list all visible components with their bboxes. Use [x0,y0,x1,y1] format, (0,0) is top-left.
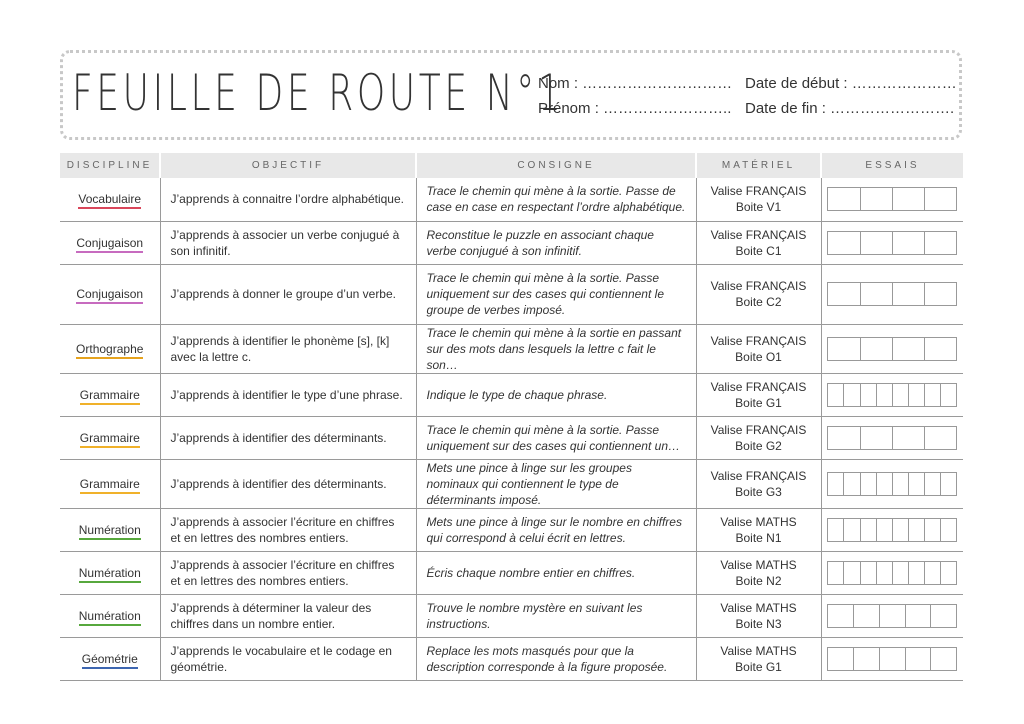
essai-checkbox[interactable] [861,562,877,584]
materiel-cell [696,221,821,264]
essais-boxes [827,187,957,211]
essai-checkbox[interactable] [893,188,925,210]
materiel-valise: Valise MATHS [720,514,797,529]
materiel-boite: Boite G3 [735,484,782,499]
essai-checkbox[interactable] [877,562,893,584]
objectif-cell: J’apprends à connaitre l’ordre alphabétique. [160,178,416,221]
objectif-cell: J’apprends à identifier le type d’une phrase. [160,373,416,416]
consigne-cell: Replace les mots masqués pour que la description corresponde à la figure proposée. [416,637,696,680]
materiel-boite: Boite N2 [735,573,782,588]
materiel-boite: Boite G1 [735,395,782,410]
col-header-materiel: MATÉRIEL [696,153,821,178]
discipline-label: Grammaire [80,388,140,405]
table-row [60,508,963,551]
essai-checkbox[interactable] [893,519,909,541]
discipline-label: Géométrie [82,652,138,669]
essais-boxes [827,337,957,361]
essai-checkbox[interactable] [828,562,844,584]
essai-checkbox[interactable] [828,283,860,305]
discipline-label: Orthographe [76,342,143,359]
essai-checkbox[interactable] [828,232,860,254]
materiel-valise: Valise FRANÇAIS [710,227,807,242]
essai-checkbox[interactable] [893,338,925,360]
essais-cell [821,508,963,551]
materiel-boite: Boite C1 [735,243,782,258]
materiel-cell [696,324,821,373]
essai-checkbox[interactable] [925,473,941,495]
objectif-cell: J’apprends à associer l’écriture en chiffres et en lettres des nombres entiers. [160,551,416,594]
essai-checkbox[interactable] [861,384,877,406]
materiel-valise: Valise MATHS [720,600,797,615]
essais-boxes [827,426,957,450]
essai-checkbox[interactable] [828,384,844,406]
objectif-cell: J’apprends à déterminer la valeur des chiffres dans un nombre entier. [160,594,416,637]
table-row [60,594,963,637]
date-fin-field[interactable]: Date de fin : ……………………. [745,100,955,117]
essai-checkbox[interactable] [941,562,956,584]
essai-checkbox[interactable] [828,648,854,670]
essai-checkbox[interactable] [828,188,860,210]
essai-checkbox[interactable] [941,384,956,406]
essai-checkbox[interactable] [861,427,893,449]
essais-boxes [827,561,957,585]
discipline-cell [60,324,160,373]
consigne-cell: Indique le type de chaque phrase. [416,373,696,416]
essai-checkbox[interactable] [931,605,956,627]
essais-boxes [827,518,957,542]
materiel-cell [696,508,821,551]
objectif-cell: J’apprends à associer un verbe conjugué à son infinitif. [160,221,416,264]
col-header-essais: ESSAIS [821,153,963,178]
nom-field[interactable]: Nom : ………………………… [538,75,733,92]
col-header-consigne: CONSIGNE [416,153,696,178]
table-row [60,373,963,416]
essai-checkbox[interactable] [861,473,877,495]
materiel-boite: Boite N3 [735,616,782,631]
essais-boxes [827,604,957,628]
consigne-cell: Trace le chemin qui mène à la sortie. Passe uniquement sur des cases qui contiennent un… [416,416,696,459]
essai-checkbox[interactable] [925,283,956,305]
objectif-cell: J’apprends à donner le groupe d’un verbe. [160,264,416,324]
discipline-label: Numération [79,609,141,626]
consigne-cell: Mets une pince à linge sur les groupes nominaux qui contiennent le type de déterminants imposé. [416,459,696,508]
discipline-label: Conjugaison [76,236,143,253]
essais-cell [821,459,963,508]
essais-cell [821,264,963,324]
essais-cell [821,324,963,373]
essai-checkbox[interactable] [925,232,956,254]
essai-checkbox[interactable] [931,648,956,670]
essais-cell [821,594,963,637]
essai-checkbox[interactable] [925,427,956,449]
materiel-boite: Boite G2 [735,438,782,453]
essais-boxes [827,282,957,306]
essai-checkbox[interactable] [893,562,909,584]
consigne-cell: Reconstitue le puzzle en associant chaque verbe conjugué à son infinitif. [416,221,696,264]
consigne-cell: Mets une pince à linge sur le nombre en chiffres qui correspond à celui écrit en lettres. [416,508,696,551]
consigne-cell: Trouve le nombre mystère en suivant les instructions. [416,594,696,637]
essai-checkbox[interactable] [854,605,880,627]
table-row [60,221,963,264]
essai-checkbox[interactable] [941,473,956,495]
col-header-discipline: DISCIPLINE [60,153,160,178]
essai-checkbox[interactable] [925,562,941,584]
essai-checkbox[interactable] [880,648,906,670]
materiel-valise: Valise FRANÇAIS [710,184,807,199]
materiel-cell [696,373,821,416]
materiel-boite: Boite N1 [735,530,782,545]
essai-checkbox[interactable] [844,473,860,495]
essai-checkbox[interactable] [844,562,860,584]
essais-cell [821,416,963,459]
discipline-cell [60,264,160,324]
discipline-label: Grammaire [80,477,140,494]
essai-checkbox[interactable] [877,384,893,406]
materiel-valise: Valise MATHS [720,557,797,572]
date-debut-field[interactable]: Date de début : ………………… [745,75,957,92]
materiel-boite: Boite O1 [735,349,782,364]
materiel-valise: Valise MATHS [720,643,797,658]
materiel-cell [696,459,821,508]
discipline-label: Conjugaison [76,287,143,304]
discipline-cell [60,594,160,637]
consigne-cell: Trace le chemin qui mène à la sortie en passant sur des mots dans lesquels la lettre c fait le son… [416,324,696,373]
essai-checkbox[interactable] [925,188,956,210]
materiel-boite: Boite C2 [735,295,782,309]
table-row [60,178,963,221]
table-row [60,416,963,459]
materiel-cell [696,594,821,637]
essai-checkbox[interactable] [906,605,932,627]
materiel-valise: Valise FRANÇAIS [710,468,807,483]
materiel-valise: Valise FRANÇAIS [710,422,807,437]
materiel-cell [696,416,821,459]
essai-checkbox[interactable] [828,427,860,449]
essai-checkbox[interactable] [844,519,860,541]
essai-checkbox[interactable] [828,519,844,541]
materiel-boite: Boite G1 [735,659,782,674]
page-title: FEUILLE DE ROUTE N°1 [72,64,565,122]
discipline-cell [60,551,160,594]
essai-checkbox[interactable] [893,473,909,495]
discipline-cell [60,416,160,459]
essai-checkbox[interactable] [861,338,893,360]
materiel-cell [696,178,821,221]
essai-checkbox[interactable] [877,519,893,541]
essai-checkbox[interactable] [925,338,956,360]
essai-checkbox[interactable] [877,473,893,495]
materiel-boite: Boite V1 [735,200,782,215]
materiel-valise: Valise FRANÇAIS [710,333,807,348]
discipline-cell [60,459,160,508]
essai-checkbox[interactable] [909,562,925,584]
essai-checkbox[interactable] [844,384,860,406]
discipline-label: Numération [79,566,141,583]
table-row [60,324,963,373]
essai-checkbox[interactable] [909,384,925,406]
prenom-field[interactable]: Prénom : …………………….. [538,100,732,117]
essais-boxes [827,472,957,496]
discipline-cell [60,373,160,416]
discipline-cell [60,221,160,264]
essai-checkbox[interactable] [893,384,909,406]
materiel-cell [696,637,821,680]
discipline-label: Grammaire [80,431,140,448]
materiel-cell [696,551,821,594]
table-body [60,178,963,680]
consigne-cell: Trace le chemin qui mène à la sortie. Passe de case en case en respectant l’ordre alphabétique. [416,178,696,221]
essai-checkbox[interactable] [828,473,844,495]
essai-checkbox[interactable] [906,648,932,670]
discipline-cell [60,178,160,221]
objectif-cell: J’apprends le vocabulaire et le codage en géométrie. [160,637,416,680]
objectif-cell: J’apprends à identifier des déterminants. [160,416,416,459]
essais-boxes [827,231,957,255]
essai-checkbox[interactable] [909,519,925,541]
discipline-label: Vocabulaire [78,192,141,209]
essai-checkbox[interactable] [909,473,925,495]
materiel-valise: Valise FRANÇAIS [710,279,807,293]
essai-checkbox[interactable] [941,519,956,541]
essais-boxes [827,383,957,407]
consigne-cell: Trace le chemin qui mène à la sortie. Passe uniquement sur des cases qui contiennent le groupe de verbes imposé. [416,264,696,324]
discipline-cell [60,508,160,551]
objectif-cell: J’apprends à identifier le phonème [s], [k] avec la lettre c. [160,324,416,373]
essai-checkbox[interactable] [828,338,860,360]
essai-checkbox[interactable] [893,232,925,254]
essai-checkbox[interactable] [925,384,941,406]
discipline-label: Numération [79,523,141,540]
essai-checkbox[interactable] [861,188,893,210]
table-header-row [60,153,963,178]
table-row [60,459,963,508]
essai-checkbox[interactable] [893,427,925,449]
essais-cell [821,551,963,594]
table-row [60,264,963,324]
consigne-cell: Écris chaque nombre entier en chiffres. [416,551,696,594]
essai-checkbox[interactable] [880,605,906,627]
essai-checkbox[interactable] [893,283,925,305]
essais-cell [821,637,963,680]
objectif-cell: J’apprends à identifier des déterminants. [160,459,416,508]
essais-cell [821,221,963,264]
table-row [60,551,963,594]
col-header-objectif: OBJECTIF [160,153,416,178]
materiel-valise: Valise FRANÇAIS [710,379,807,394]
table-row [60,637,963,680]
roadmap-table [60,153,963,681]
essai-checkbox[interactable] [861,283,893,305]
essais-cell [821,373,963,416]
materiel-cell [696,264,821,324]
essai-checkbox[interactable] [828,605,854,627]
essai-checkbox[interactable] [861,519,877,541]
essais-boxes [827,647,957,671]
essai-checkbox[interactable] [854,648,880,670]
essai-checkbox[interactable] [925,519,941,541]
essai-checkbox[interactable] [861,232,893,254]
discipline-cell [60,637,160,680]
essais-cell [821,178,963,221]
objectif-cell: J’apprends à associer l’écriture en chiffres et en lettres des nombres entiers. [160,508,416,551]
